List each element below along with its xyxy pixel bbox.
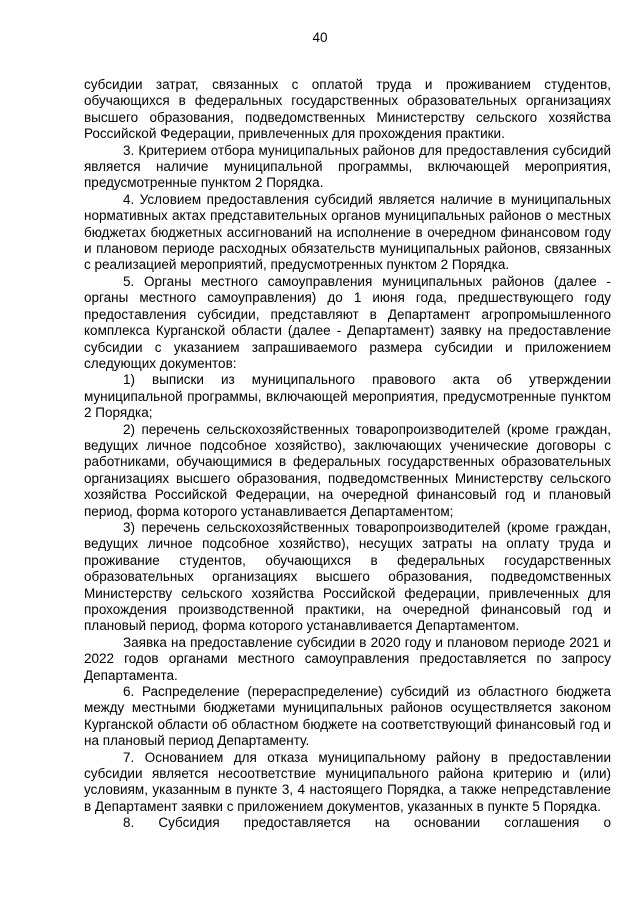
- paragraph: 2) перечень сельскохозяйственных товаропроизводителей (кроме граждан, ведущих личное подсобное хозяйство), заключающих ученические договоры с работниками, обучающимися в федеральных государственных образовательных организациях высшего образования, подведомственных Министерству сельского хозяйства Российской Федерации, на очередной финансовый год и плановый период, форма которого устанавливается Департаментом;: [84, 421, 611, 519]
- body-text: [84, 77, 611, 832]
- paragraph: 6. Распределение (перераспределение) субсидий из областного бюджета между местными бюджетами муниципальных районов осуществляется законом Курганской области об областном бюджете на соответствующий финансовый год и на плановый период Департаменту.: [84, 684, 611, 749]
- paragraph: 3) перечень сельскохозяйственных товаропроизводителей (кроме граждан, ведущих личное подсобное хозяйство), несущих затраты на оплату труда и проживание студентов, обучающихся в федеральных государственных образовательных организациях высшего образования, подведомственных Министерству сельского хозяйства Российской федерации, привлеченных для прохождения производственной практики, на очередной финансовый год и плановый период, форма которого устанавливается Департаментом.: [84, 519, 611, 634]
- paragraph: 7. Основанием для отказа муниципальному району в предоставлении субсидии является несоответствие муниципального района критерию и (или) условиям, указанным в пункте 3, 4 настоящего Порядка, а также непредставление в Департамент заявки с приложением документов, указанных в пункте 5 Порядка.: [84, 749, 611, 814]
- paragraph: 1) выписки из муниципального правового акта об утверждении муниципальной программы, включающей мероприятия, предусмотренные пунктом 2 Порядка;: [84, 372, 611, 421]
- paragraph: 5. Органы местного самоуправления муниципальных районов (далее - органы местного самоуправления) до 1 июня года, предшествующего году предоставления субсидии, представляют в Департамент агропромышленного комплекса Курганской области (далее - Департамент) заявку на предоставление субсидии с указанием запрашиваемого размера субсидии и приложением следующих документов:: [84, 273, 611, 371]
- page-number: 40: [312, 30, 328, 45]
- paragraph: Заявка на предоставление субсидии в 2020 году и плановом периоде 2021 и 2022 годов органами местного самоуправления предоставляется по запросу Департамента.: [84, 634, 611, 683]
- paragraph: субсидии затрат, связанных с оплатой труда и проживанием студентов, обучающихся в федеральных государственных образовательных организациях высшего образования, подведомственных Министерству сельского хозяйства Российской Федерации, привлеченных для прохождения практики.: [84, 77, 611, 142]
- paragraph: 4. Условием предоставления субсидий является наличие в муниципальных нормативных актах представительных органов муниципальных районов о местных бюджетах бюджетных ассигнований на исполнение в очередном финансовом году и плановом периоде расходных обязательств муниципальных районов, связанных с реализацией мероприятий, предусмотренных пунктом 2 Порядка.: [84, 191, 611, 273]
- paragraph: 3. Критерием отбора муниципальных районов для предоставления субсидий является наличие муниципальной программы, включающей мероприятия, предусмотренные пунктом 2 Порядка.: [84, 142, 611, 191]
- paragraph: 8. Субсидия предоставляется на основании соглашения о: [123, 815, 611, 831]
